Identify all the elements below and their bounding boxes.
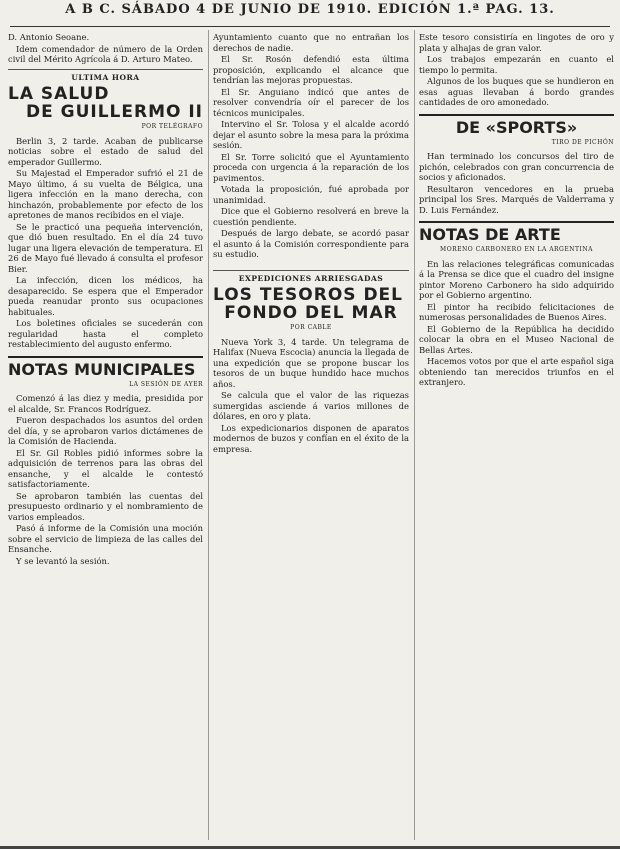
- paragraph: Después de largo debate, se acordó pasar el asunto á la Comisión correspondiente para su estudio.: [213, 228, 409, 259]
- byline: POR TELÉGRAFO: [141, 123, 203, 130]
- paragraph: Los expedicionarios disponen de aparatos modernos de buzos y confían en el éxito de la empresa.: [213, 422, 409, 454]
- paragraph: Los boletines oficiales se sucederán con regularidad hasta el completo restablecimiento del augusto enfermo.: [8, 318, 203, 349]
- paragraph: Berlin 3, 2 tarde. Acaban de publicarse noticias sobre el estado de salud del emperador Guillermo.: [8, 135, 203, 167]
- paragraph: En las relaciones telegráficas comunicadas á la Prensa se dice que el cuadro del insigne pintor Moreno Carbonero ha sido adquirido por el Gobierno argentino.: [419, 258, 614, 300]
- paragraph: Pasó á informe de la Comisión una moción sobre el servicio de limpieza de las calles del Ensanche.: [8, 523, 203, 554]
- page-header: A B C. SÁBADO 4 DE JUNIO DE 1910. EDICIÓN 1.ª PAG. 13.: [65, 2, 555, 17]
- paragraph: Intervino el Sr. Tolosa y el alcalde acordó dejar el asunto sobre la mesa para la próxima sesión.: [213, 119, 409, 150]
- paragraph: Comenzó á las diez y media, presidida por el alcalde, Sr. Francos Rodríguez.: [8, 393, 203, 414]
- paragraph: El Sr. Anguiano indicó que antes de resolver convendría oír el parecer de los técnicos municipales.: [213, 86, 409, 118]
- column-3: [419, 32, 614, 842]
- paragraph: Nueva York 3, 4 tarde. Un telegrama de Halifax (Nueva Escocia) anuncia la llegada de una expedición que se propone buscar los tesoros de un buque hundido hace muchos años.: [213, 336, 409, 389]
- paragraph: Los trabajos empezarán en cuanto el tiempo lo permita.: [419, 54, 614, 75]
- byline: TIRO DE PICHÓN: [551, 138, 614, 146]
- paragraph: Dice que el Gobierno resolverá en breve la cuestión pendiente.: [213, 206, 409, 227]
- intro-line: D. Antonio Seoane.: [8, 32, 90, 42]
- paragraph: El Sr. Torre solicitó que el Ayuntamiento proceda con urgencia á la reparación de los pavimentos.: [213, 151, 409, 183]
- headline: DE GUILLERMO II: [25, 102, 203, 122]
- intro-line: Idem comendador de número de la Orden civil del Mérito Agrícola á D. Arturo Mateo.: [8, 43, 203, 64]
- column-2: [213, 32, 409, 842]
- section-title: NOTAS DE ARTE: [419, 221, 614, 244]
- paragraph: Ayuntamiento cuanto que no entrañan los derechos de nadie.: [213, 32, 409, 53]
- paragraph: Resultaron vencedores en la prueba principal los Sres. Marqués de Valderrama y D. Luis Fernández.: [419, 183, 614, 215]
- paragraph: Y se levantó la sesión.: [16, 555, 110, 566]
- byline: LA SESIÓN DE AYER: [129, 380, 203, 388]
- header-rule: [10, 26, 610, 27]
- section-kicker: ULTIMA HORA: [8, 69, 203, 84]
- paragraph: Se calcula que el valor de las riquezas sumergidas asciende á varios millones de dólares, en oro y plata.: [213, 390, 409, 421]
- paragraph: Algunos de los buques que se hundieron en esas aguas llevaban á bordo grandes cantidades de oro amonedado.: [419, 76, 614, 107]
- headline: LOS TESOROS DEL: [213, 285, 404, 305]
- paragraph: El Sr. Gil Robles pidió informes sobre la adquisición de terrenos para las obras del ensanche, y el alcalde le contestó satisfactoriamente.: [8, 447, 203, 489]
- column-divider: [414, 30, 415, 840]
- paragraph: El Sr. Rosón defendió esta última proposición, explicando el alcance que tendrían las mejoras propuestas.: [213, 54, 409, 85]
- column-divider: [208, 30, 209, 840]
- paragraph: El Gobierno de la República ha decidido colocar la obra en el Museo Nacional de Bellas Artes.: [419, 323, 614, 355]
- headline: FONDO DEL MAR: [224, 303, 398, 323]
- headline: LA SALUD: [8, 84, 110, 104]
- section-title: NOTAS MUNICIPALES: [8, 356, 203, 379]
- paragraph: Este tesoro consistiría en lingotes de oro y plata y alhajas de gran valor.: [419, 32, 614, 53]
- paragraph: Se le practicó una pequeña intervención, que dió buen resultado. En el día 24 tuvo lugar una ligera elevación de temperatura. El 26 de Mayo fué llevado á consulta el profesor Bier.: [8, 221, 203, 274]
- column-1: [8, 32, 203, 842]
- paragraph: Votada la proposición, fué aprobada por unanimidad.: [213, 184, 409, 205]
- byline: POR CABLE: [290, 324, 332, 331]
- paragraph: El pintor ha recibido felicitaciones de numerosas personalidades de Buenos Aires.: [419, 301, 614, 322]
- byline: MORENO CARBONERO EN LA ARGENTINA: [440, 246, 593, 253]
- paragraph: Hacemos votos por que el arte español siga obteniendo tan merecidos triunfos en el extranjero.: [419, 356, 614, 387]
- section-title: DE «SPORTS»: [419, 114, 614, 137]
- paragraph: Se aprobaron también las cuentas del presupuesto ordinario y el nombramiento de varios empleados.: [8, 490, 203, 522]
- paragraph: Fueron despachados los asuntos del orden del día, y se aprobaron varios dictámenes de la Comisión de Hacienda.: [8, 415, 203, 446]
- paragraph: La infección, dicen los médicos, ha desaparecido. Se espera que el Emperador pueda reanudar pronto sus ocupaciones habituales.: [8, 275, 203, 317]
- section-kicker: EXPEDICIONES ARRIESGADAS: [213, 270, 409, 285]
- paragraph: Su Majestad el Emperador sufrió el 21 de Mayo último, á su vuelta de Bélgica, una ligera infección en la mano derecha, con hinchazón, probablemente por efecto de los apretones de manos recibidos en el viaje.: [8, 168, 203, 220]
- paragraph: Han terminado los concursos del tiro de pichón, celebrados con gran concurrencia de socios y aficionados.: [419, 151, 614, 182]
